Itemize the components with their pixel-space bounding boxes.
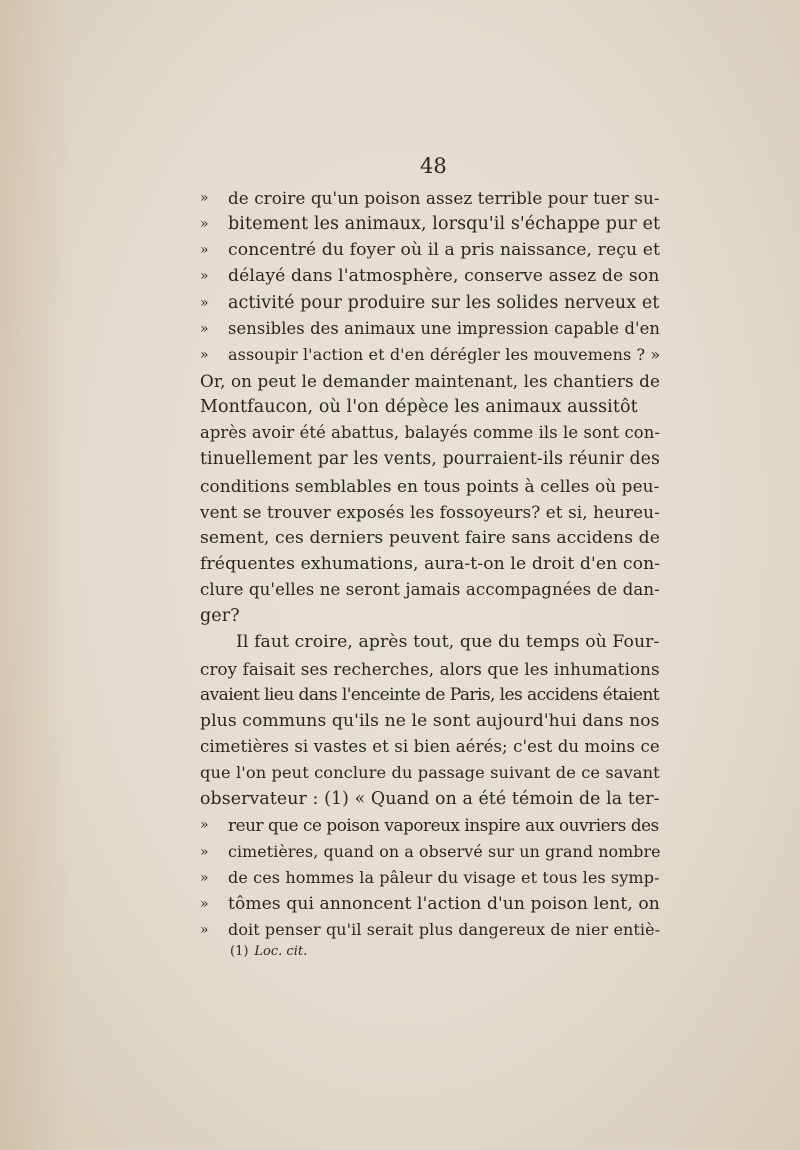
text-line bbox=[200, 368, 660, 394]
text-line bbox=[200, 629, 660, 655]
text-line bbox=[200, 394, 660, 420]
text-line bbox=[200, 499, 660, 525]
quote-mark: » bbox=[200, 190, 209, 206]
line-text: cimetières, quand on a observé sur un grand nombre bbox=[228, 841, 661, 861]
line-text: clure qu'elles ne seront jamais accompagnées de dan- bbox=[200, 580, 660, 600]
line-text: délayé dans l'atmosphère, conserve assez de son bbox=[228, 266, 660, 287]
line-text: concentré du foyer où il a pris naissance, reçu et bbox=[228, 240, 661, 261]
text-line bbox=[200, 812, 660, 838]
line-text: que l'on peut conclure du passage suivant de ce savant bbox=[200, 763, 660, 783]
quote-mark: » bbox=[200, 843, 209, 860]
text-line bbox=[200, 760, 660, 786]
footnote-marker: (1) bbox=[230, 944, 249, 959]
line-text: bitement les animaux, lorsqu'il s'échappe pur et bbox=[228, 214, 661, 235]
text-line bbox=[200, 682, 660, 708]
text-line bbox=[200, 290, 660, 316]
line-text: plus communs qu'ils ne le sont aujourd'hui dans nos bbox=[200, 710, 660, 731]
text-line bbox=[200, 446, 660, 472]
line-text: de ces hommes la pâleur du visage et tous les symp- bbox=[228, 867, 660, 887]
quote-mark: » bbox=[200, 869, 209, 886]
quote-mark: » bbox=[200, 817, 209, 834]
page-stain bbox=[0, 0, 70, 1150]
line-text: Or, on peut le demander maintenant, les chantiers de bbox=[200, 370, 660, 391]
text-line bbox=[200, 734, 660, 760]
line-text: activité pour produire sur les solides nerveux et bbox=[228, 292, 660, 313]
quote-mark: » bbox=[200, 294, 209, 311]
line-text: vent se trouver exposés les fossoyeurs? et si, heureu- bbox=[200, 501, 660, 522]
text-line bbox=[200, 603, 660, 629]
text-line bbox=[200, 839, 660, 865]
quote-mark: » bbox=[200, 242, 209, 259]
line-text: observateur : (1) « Quand on a été témoin de la ter- bbox=[200, 789, 660, 810]
line-text: conditions semblables en tous points à celles où peu- bbox=[200, 475, 660, 496]
line-text: sement, ces derniers peuvent faire sans accidens de bbox=[200, 527, 660, 548]
text-line bbox=[200, 577, 660, 603]
line-text: tinuellement par les vents, pourraient-ils réunir des bbox=[200, 449, 660, 470]
line-text: cimetières si vastes et si bien aérés; c'est du moins ce bbox=[200, 736, 660, 756]
body-text bbox=[200, 185, 660, 943]
text-line bbox=[200, 420, 660, 446]
text-line bbox=[200, 342, 660, 368]
text-line bbox=[200, 525, 660, 551]
quote-mark: » bbox=[200, 921, 209, 938]
text-line bbox=[200, 211, 660, 237]
footnote bbox=[230, 942, 307, 962]
footnote-text: Loc. cit. bbox=[254, 944, 308, 959]
quote-mark: » bbox=[200, 346, 209, 363]
text-line bbox=[200, 917, 660, 943]
line-text: Il faut croire, après tout, que du temps où Four- bbox=[236, 632, 660, 653]
text-line bbox=[200, 551, 660, 577]
line-text: avaient lieu dans l'enceinte de Paris, les accidens étaient bbox=[200, 684, 659, 705]
line-text: Montfaucon, où l'on dépèce les animaux aussitôt bbox=[200, 397, 638, 418]
quote-mark: » bbox=[200, 268, 209, 285]
text-line bbox=[200, 656, 660, 682]
text-line bbox=[200, 263, 660, 289]
text-line bbox=[200, 865, 660, 891]
line-text: fréquentes exhumations, aura-t-on le droit d'en con- bbox=[200, 553, 661, 574]
line-text: après avoir été abattus, balayés comme ils le sont con- bbox=[200, 423, 660, 443]
page-number: 48 bbox=[420, 154, 447, 178]
line-text: tômes qui annoncent l'action d'un poison lent, on bbox=[228, 893, 660, 914]
quote-mark: » bbox=[200, 895, 209, 912]
text-line bbox=[200, 237, 660, 263]
line-text: ger? bbox=[200, 606, 240, 627]
line-text: assoupir l'action et d'en dérégler les mouvemens ? » bbox=[228, 344, 661, 364]
quote-mark: » bbox=[200, 216, 209, 233]
line-text: doit penser qu'il serait plus dangereux de nier entiè- bbox=[228, 919, 661, 939]
text-line bbox=[200, 473, 660, 499]
line-text: croy faisait ses recherches, alors que les inhumations bbox=[200, 658, 660, 679]
line-text: de croire qu'un poison assez terrible pour tuer su- bbox=[228, 188, 660, 208]
text-line bbox=[200, 891, 660, 917]
text-line bbox=[200, 316, 660, 342]
text-line bbox=[200, 708, 660, 734]
text-line bbox=[200, 185, 660, 211]
line-text: sensibles des animaux une impression capable d'en bbox=[228, 318, 660, 338]
text-line bbox=[200, 786, 660, 812]
line-text: reur que ce poison vaporeux inspire aux ouvriers des bbox=[228, 815, 659, 836]
quote-mark: » bbox=[200, 320, 209, 337]
